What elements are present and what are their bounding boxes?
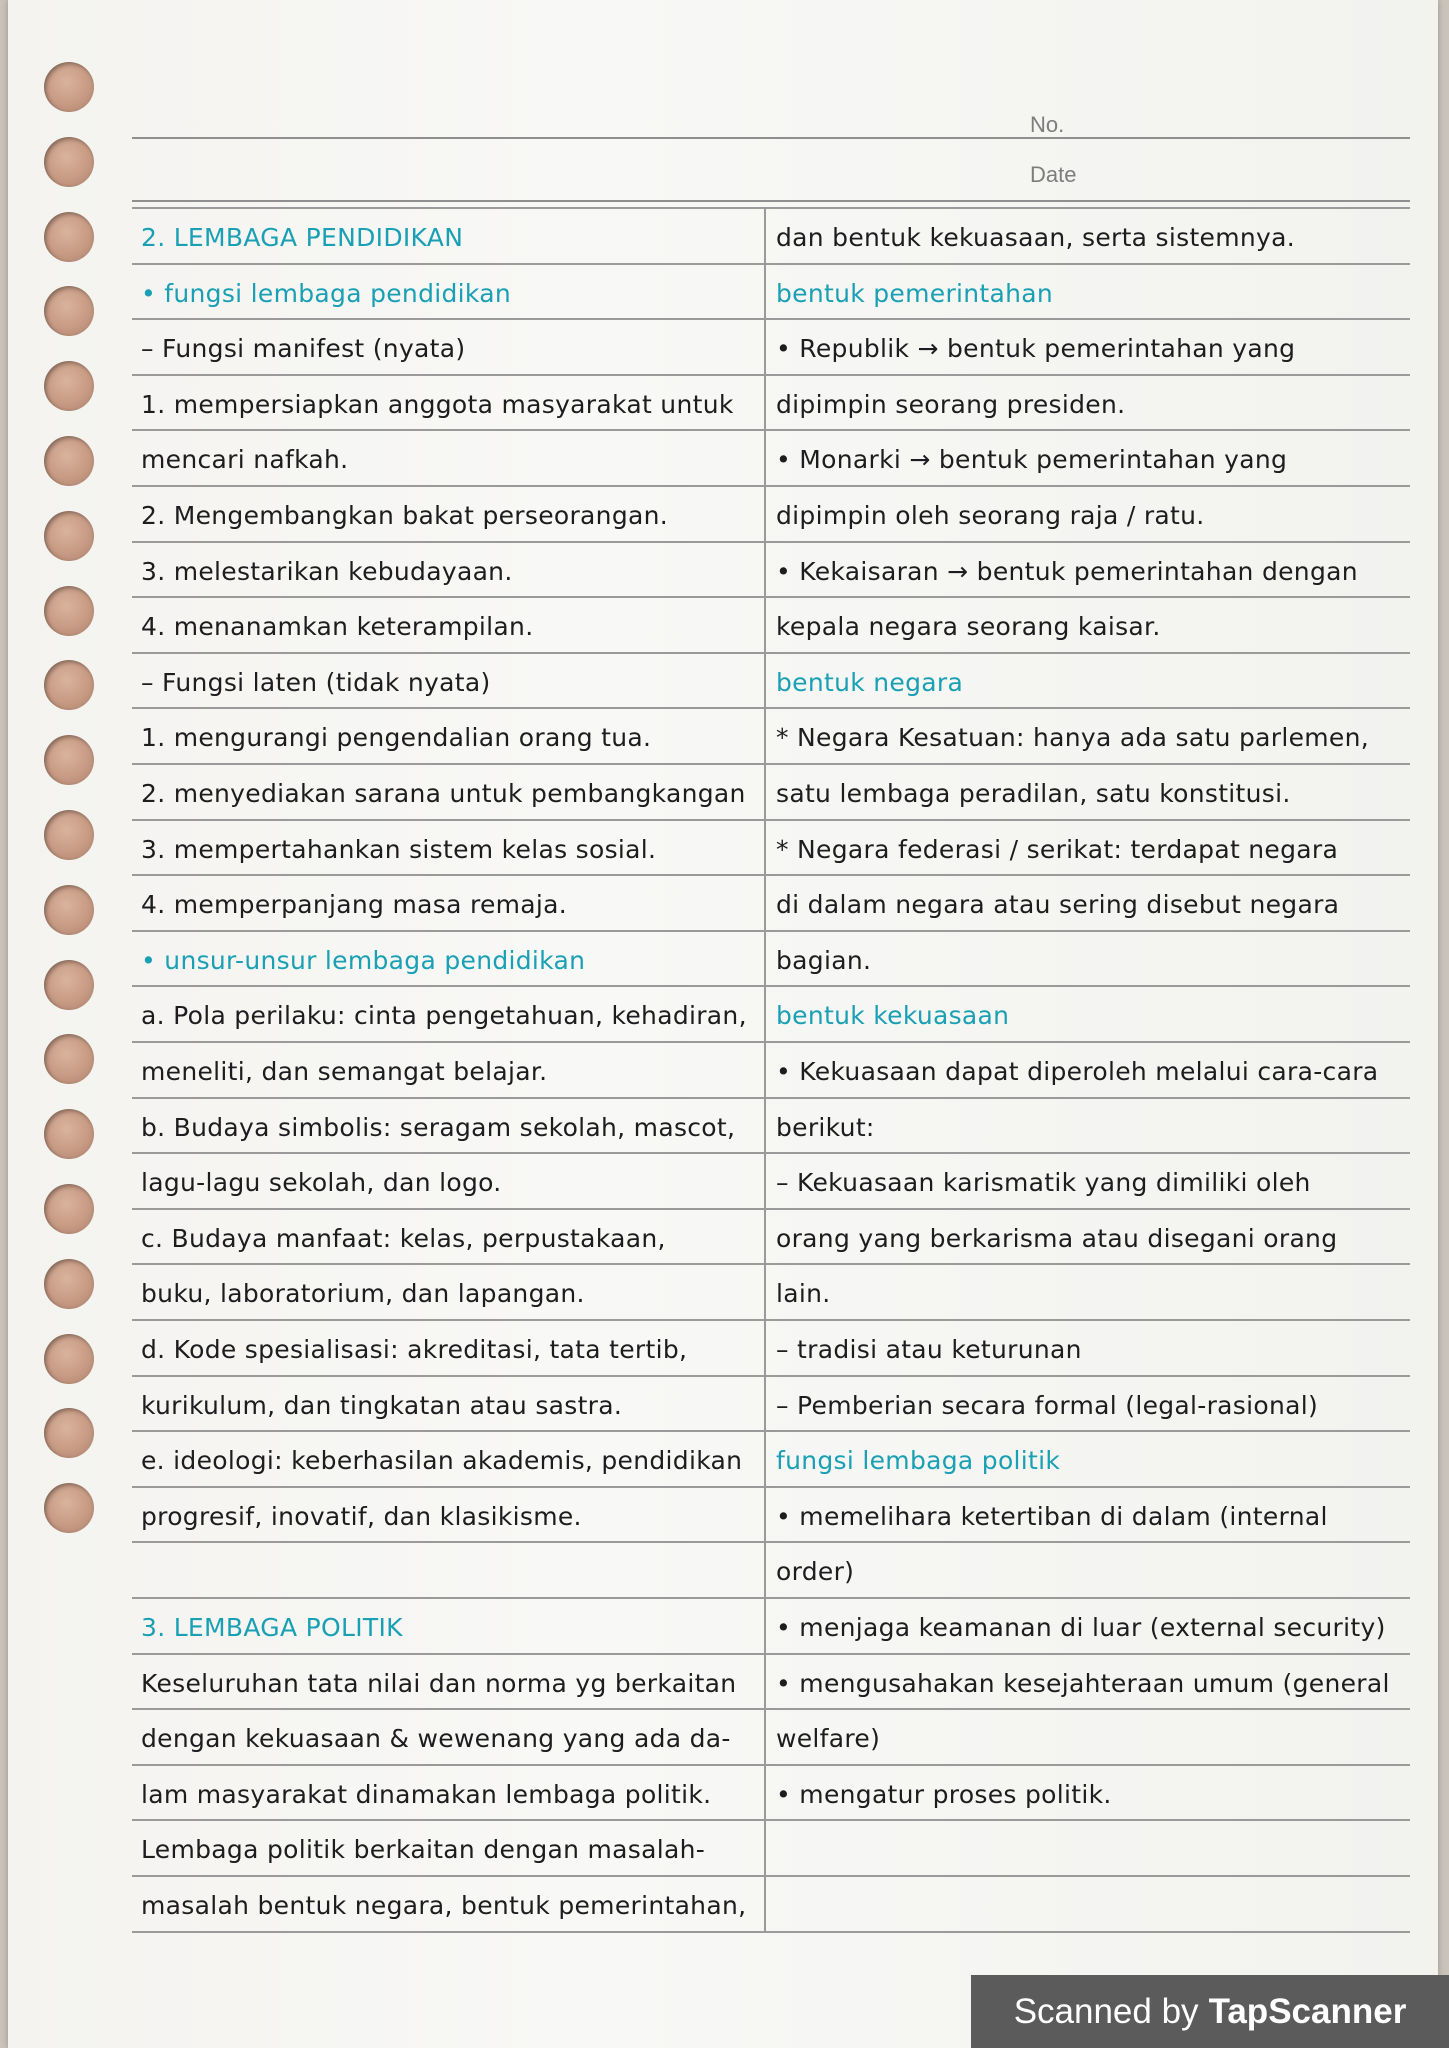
- left-column-line: masalah bentuk negara, bentuk pemerintahan,: [141, 1891, 747, 1920]
- binder-hole: [44, 1334, 94, 1384]
- binder-hole: [44, 361, 94, 411]
- ruled-line: [132, 1041, 1410, 1043]
- binder-hole: [44, 660, 94, 710]
- left-column-line: – Fungsi laten (tidak nyata): [141, 667, 491, 697]
- left-column-line: 1. mempersiapkan anggota masyarakat untuk: [141, 389, 734, 419]
- header-date-line: [132, 200, 1410, 202]
- binder-hole: [44, 212, 94, 262]
- right-column-line: dan bentuk kekuasaan, serta sistemnya.: [776, 223, 1295, 252]
- watermark-brand: TapScanner: [1208, 1991, 1407, 2031]
- scanner-watermark: [971, 1975, 1449, 2048]
- ruled-line: [132, 1819, 1410, 1821]
- right-column-line: bentuk negara: [776, 667, 964, 697]
- binder-hole: [44, 1408, 94, 1458]
- binder-hole: [44, 1034, 94, 1084]
- right-column-line: • menjaga keamanan di luar (external security): [776, 1613, 1386, 1642]
- ruled-line: [132, 429, 1410, 431]
- left-column-line: 2. LEMBAGA PENDIDIKAN: [141, 223, 464, 252]
- right-column-line: satu lembaga peradilan, satu konstitusi.: [776, 779, 1291, 808]
- left-column-line: 4. menanamkan keterampilan.: [141, 612, 534, 642]
- binder-hole: [44, 511, 94, 561]
- left-column-line: kurikulum, dan tingkatan atau sastra.: [141, 1390, 623, 1420]
- header-no-line: [132, 137, 1410, 139]
- right-column-line: * Negara federasi / serikat: terdapat negara: [776, 834, 1339, 864]
- right-column-line: – tradisi atau keturunan: [776, 1335, 1082, 1364]
- left-column-line: lagu-lagu sekolah, dan logo.: [141, 1168, 502, 1198]
- left-column-line: • unsur-unsur lembaga pendidikan: [141, 945, 586, 975]
- left-column-line: 3. melestarikan kebudayaan.: [141, 556, 513, 586]
- left-column-line: b. Budaya simbolis: seragam sekolah, mascot,: [141, 1112, 736, 1142]
- binder-hole: [44, 1259, 94, 1309]
- left-column-line: d. Kode spesialisasi: akreditasi, tata tertib,: [141, 1335, 688, 1364]
- right-column-line: lain.: [776, 1279, 831, 1309]
- watermark-prefix: Scanned by: [1013, 1991, 1199, 2031]
- left-column-line: 3. mempertahankan sistem kelas sosial.: [141, 834, 657, 864]
- binder-hole: [44, 286, 94, 336]
- ruled-line: [132, 985, 1410, 987]
- binder-hole: [44, 586, 94, 636]
- right-column-line: berikut:: [776, 1112, 875, 1142]
- ruled-line: [132, 707, 1410, 709]
- ruled-line: [132, 374, 1410, 376]
- binder-hole: [44, 137, 94, 187]
- right-column-line: dipimpin seorang presiden.: [776, 389, 1126, 419]
- binder-hole: [44, 1109, 94, 1159]
- left-column-line: meneliti, dan semangat belajar.: [141, 1057, 548, 1086]
- ruled-line: [132, 1319, 1410, 1321]
- right-column-line: • mengusahakan kesejahteraan umum (general: [776, 1668, 1390, 1698]
- ruled-line: [132, 1541, 1410, 1543]
- right-column-line: dipimpin oleh seorang raja / ratu.: [776, 501, 1205, 530]
- left-column-line: progresif, inovatif, dan klasikisme.: [141, 1501, 582, 1531]
- left-column-line: lam masyarakat dinamakan lembaga politik.: [141, 1779, 712, 1809]
- header-date-label: Date: [1030, 162, 1077, 187]
- binder-hole: [44, 1483, 94, 1533]
- right-column-line: fungsi lembaga politik: [776, 1446, 1061, 1476]
- left-column-line: 3. LEMBAGA POLITIK: [141, 1613, 403, 1642]
- left-column-line: • fungsi lembaga pendidikan: [141, 278, 512, 308]
- right-column-line: • Kekuasaan dapat diperoleh melalui cara-cara: [776, 1057, 1379, 1086]
- ruled-line: [132, 596, 1410, 598]
- ruled-line: [132, 1375, 1410, 1377]
- left-column-line: 1. mengurangi pengendalian orang tua.: [141, 723, 652, 753]
- ruled-line: [132, 1263, 1410, 1265]
- right-column-line: – Pemberian secara formal (legal-rasional): [776, 1390, 1319, 1420]
- right-column-line: – Kekuasaan karismatik yang dimiliki oleh: [776, 1168, 1311, 1198]
- right-column-line: bentuk pemerintahan: [776, 278, 1054, 308]
- ruled-line: [132, 1152, 1410, 1154]
- ruled-line: [132, 1486, 1410, 1488]
- ruled-line: [132, 1931, 1410, 1933]
- ruled-line: [132, 819, 1410, 821]
- left-column-line: dengan kekuasaan & wewenang yang ada da-: [141, 1724, 731, 1754]
- binder-hole: [44, 735, 94, 785]
- right-column-line: orang yang berkarisma atau disegani orang: [776, 1223, 1338, 1253]
- right-column-line: order): [776, 1557, 855, 1587]
- left-column-line: buku, laboratorium, dan lapangan.: [141, 1279, 585, 1309]
- binder-hole: [44, 1184, 94, 1234]
- ruled-line: [132, 541, 1410, 543]
- ruled-line: [132, 930, 1410, 932]
- column-divider: [764, 207, 766, 1932]
- binder-hole: [44, 810, 94, 860]
- ruled-line: [132, 763, 1410, 765]
- right-column-line: * Negara Kesatuan: hanya ada satu parlemen,: [776, 723, 1370, 753]
- right-column-line: kepala negara seorang kaisar.: [776, 612, 1161, 642]
- ruled-line: [132, 485, 1410, 487]
- right-column-line: bagian.: [776, 945, 872, 975]
- left-column-line: – Fungsi manifest (nyata): [141, 334, 466, 364]
- left-column-line: 2. Mengembangkan bakat perseorangan.: [141, 501, 668, 530]
- right-column-line: • Monarki → bentuk pemerintahan yang: [776, 445, 1288, 475]
- notebook-page: [8, 0, 1438, 2048]
- left-column-line: 4. memperpanjang masa remaja.: [141, 890, 568, 920]
- binder-hole: [44, 960, 94, 1010]
- ruled-line: [132, 1764, 1410, 1766]
- right-column-line: • mengatur proses politik.: [776, 1779, 1112, 1809]
- ruled-line: [132, 318, 1410, 320]
- left-column-line: a. Pola perilaku: cinta pengetahuan, kehadiran,: [141, 1001, 747, 1031]
- right-column-line: di dalam negara atau sering disebut negara: [776, 890, 1340, 920]
- left-column-line: Lembaga politik berkaitan dengan masalah-: [141, 1835, 706, 1865]
- header-no-label: No.: [1030, 112, 1065, 137]
- ruled-line: [132, 263, 1410, 265]
- left-column-line: e. ideologi: keberhasilan akademis, pendidikan: [141, 1446, 743, 1476]
- ruled-line: [132, 1097, 1410, 1099]
- right-column-line: • memelihara ketertiban di dalam (internal: [776, 1501, 1328, 1531]
- binder-hole: [44, 62, 94, 112]
- ruled-line: [132, 652, 1410, 654]
- binder-hole: [44, 885, 94, 935]
- right-column-line: • Kekaisaran → bentuk pemerintahan dengan: [776, 556, 1358, 586]
- ruled-line: [132, 207, 1410, 209]
- ruled-line: [132, 1653, 1410, 1655]
- left-column-line: c. Budaya manfaat: kelas, perpustakaan,: [141, 1223, 666, 1253]
- right-column-line: bentuk kekuasaan: [776, 1001, 1010, 1031]
- ruled-line: [132, 874, 1410, 876]
- ruled-line: [132, 1597, 1410, 1599]
- right-column-line: welfare): [776, 1724, 881, 1754]
- ruled-line: [132, 1708, 1410, 1710]
- left-column-line: 2. menyediakan sarana untuk pembangkangan: [141, 779, 746, 808]
- ruled-line: [132, 1208, 1410, 1210]
- left-column-line: Keseluruhan tata nilai dan norma yg berkaitan: [141, 1668, 737, 1698]
- right-column-line: • Republik → bentuk pemerintahan yang: [776, 334, 1296, 364]
- ruled-line: [132, 1875, 1410, 1877]
- left-column-line: mencari nafkah.: [141, 445, 349, 475]
- binder-hole: [44, 436, 94, 486]
- ruled-line: [132, 1430, 1410, 1432]
